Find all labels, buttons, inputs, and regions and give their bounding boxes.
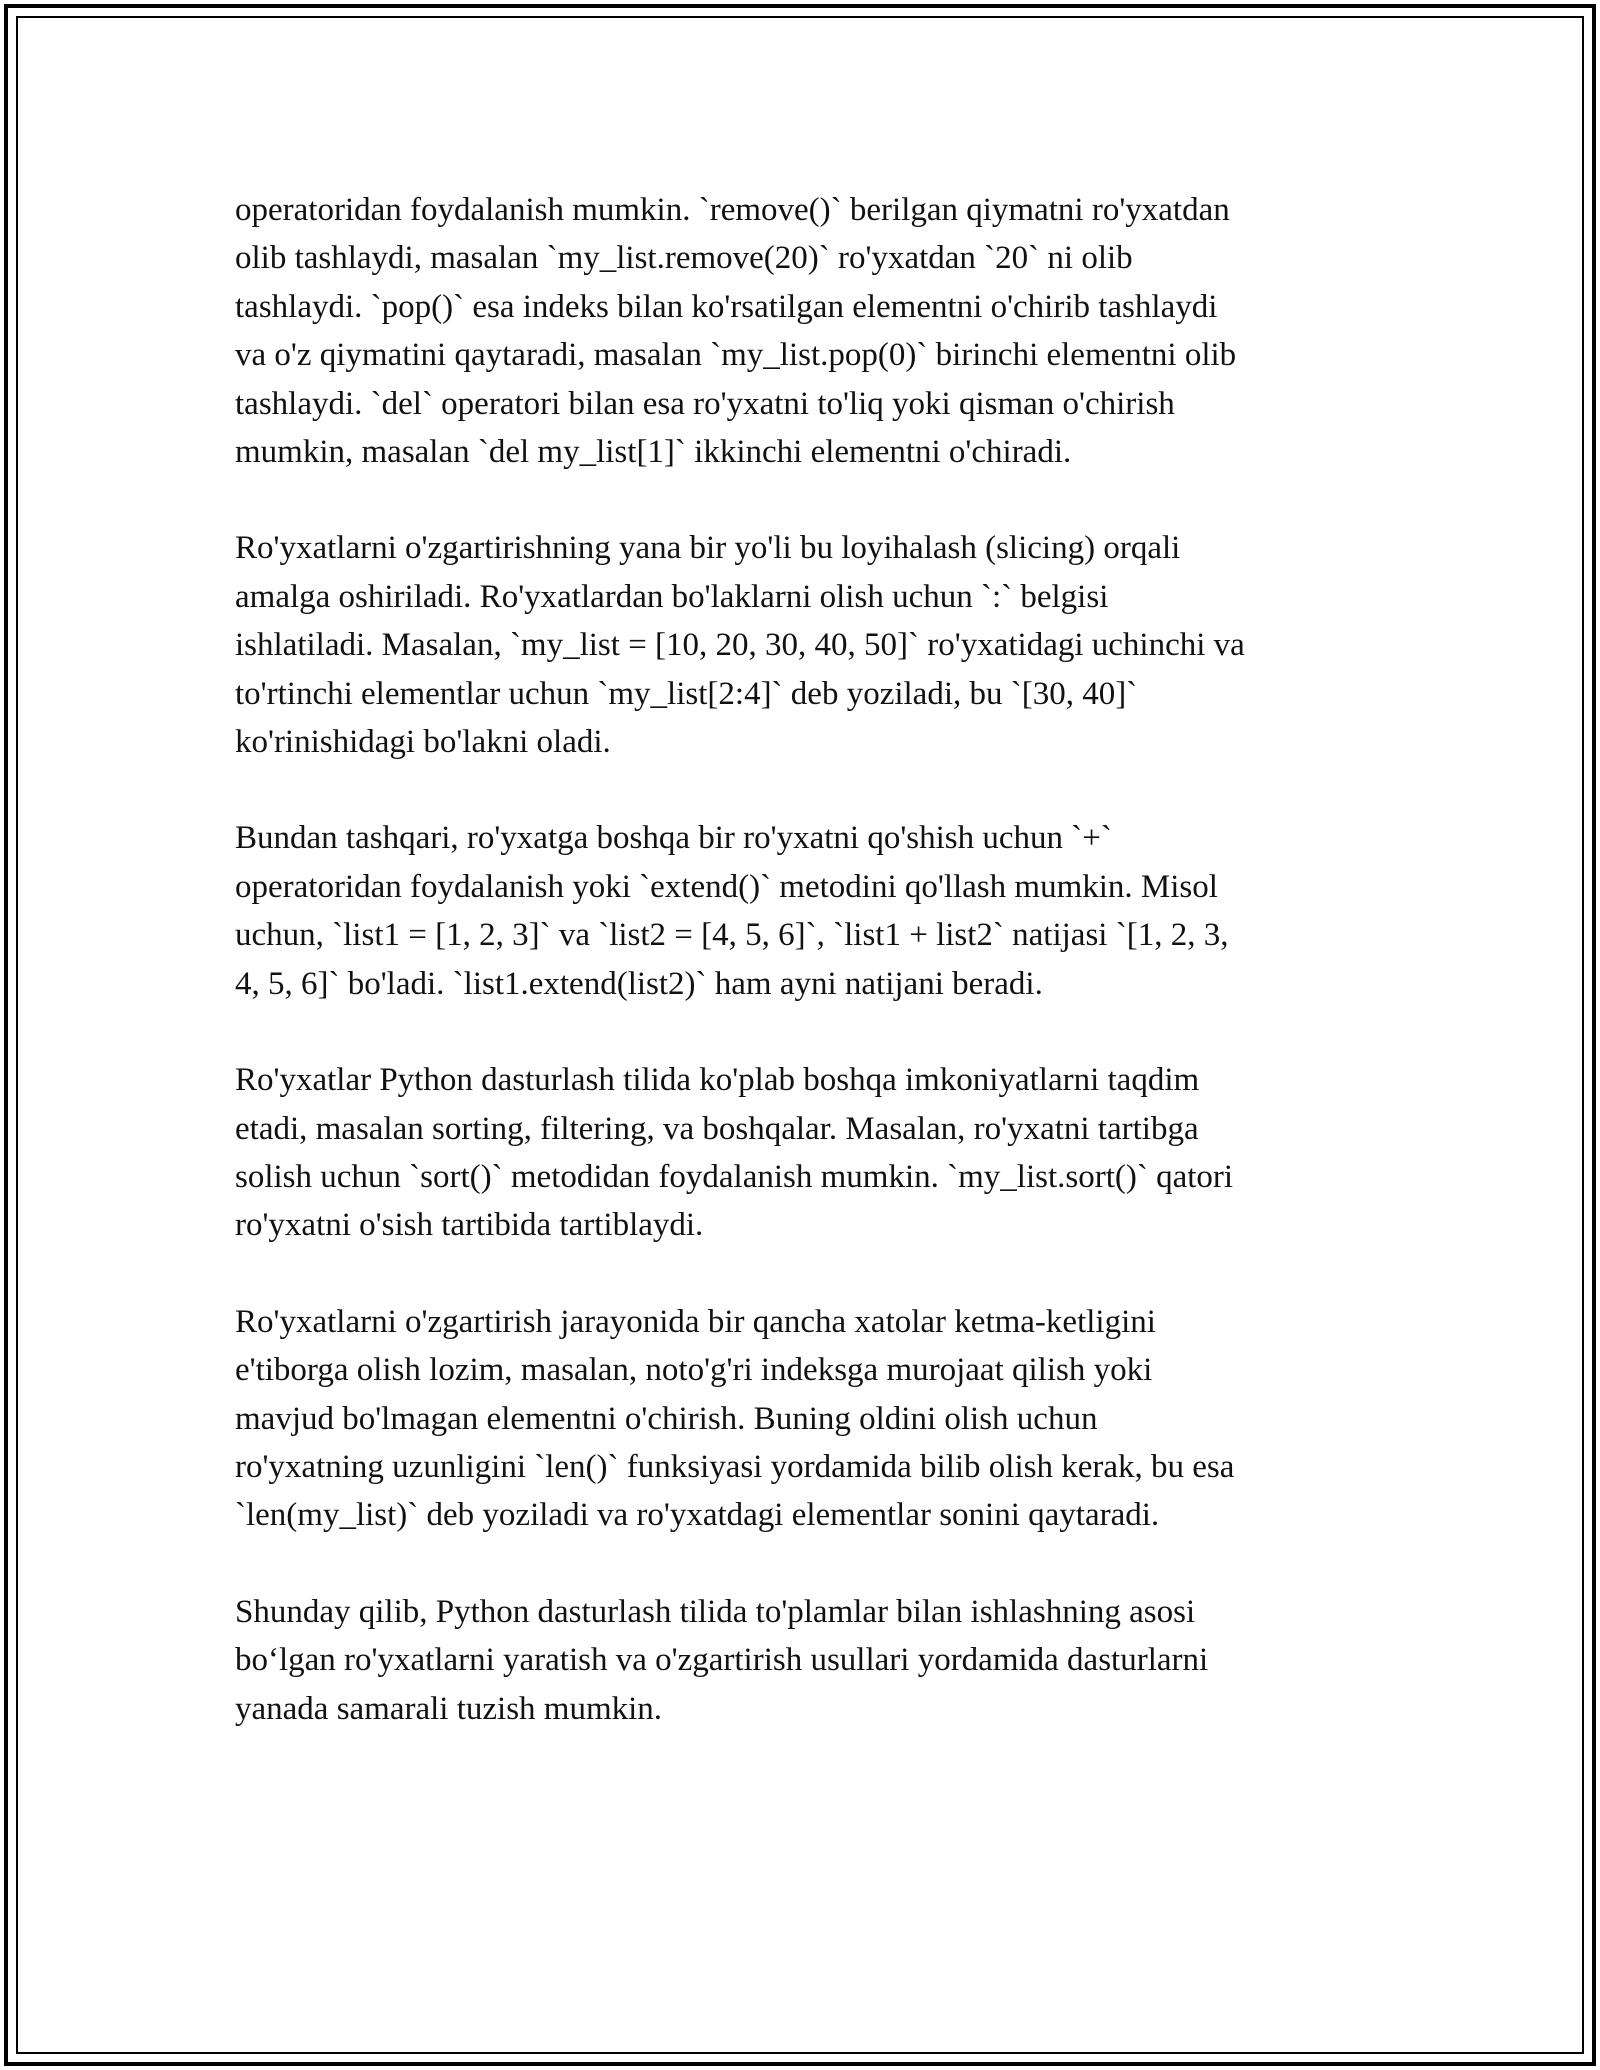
document-body	[235, 186, 1365, 1781]
paragraph-slicing: Ro'yxatlarni o'zgartirishning yana bir yo'li bu loyihalash (slicing) orqali amalga oshiriladi. Ro'yxatlardan bo'laklarni olish uchun `:` belgisi ishlatiladi. Masalan, `my_list = [10, 20, 30, 40, 50]` ro'yxatidagi uchinchi va to'rtinchi elementlar uchun `my_list[2:4]` deb yoziladi, bu `[30, 40]` ko'rinishidagi bo'lakni oladi.	[235, 530, 1245, 761]
paragraph-list-removal-methods: operatoridan foydalanish mumkin. `remove()` berilgan qiymatni ro'yxatdan olib tashlaydi, masalan `my_list.remove(20)` ro'yxatdan `20` ni olib tashlaydi. `pop()` esa indeks bilan ko'rsatilgan elementni o'chirib tashlaydi va o'z qiymatini qaytaradi, masalan `my_list.pop(0)` birinchi elementni olib tashlaydi. `del` operatori bilan esa ro'yxatni to'liq yoki qisman o'chirish mumkin, masalan `del my_list[1]` ikkinchi elementni o'chiradi.	[235, 192, 1237, 471]
paragraph-list-concatenation: Bundan tashqari, ro'yxatga boshqa bir ro'yxatni qo'shish uchun `+` operatoridan foydalanish yoki `extend()` metodini qo'llash mumkin. Misol uchun, `list1 = [1, 2, 3]` va `list2 = [4, 5, 6]`, `list1 + list2` natijasi `[1, 2, 3, 4, 5, 6]` bo'ladi. `list1.extend(list2)` ham ayni natijani beradi.	[235, 820, 1229, 1002]
paragraph-list-sorting: Ro'yxatlar Python dasturlash tilida ko'plab boshqa imkoniyatlarni taqdim etadi, masalan sorting, filtering, va boshqalar. Masalan, ro'yxatni tartibga solish uchun `sort()` metodidan foydalanish mumkin. `my_list.sort()` qatori ro'yxatni o'sish tartibida tartiblaydi.	[235, 1062, 1234, 1244]
paragraph-conclusion: Shunday qilib, Python dasturlash tilida to'plamlar bilan ishlashning asosi bo‘lgan ro'yxatlarni yaratish va o'zgartirish usullari yordamida dasturlarni yanada samarali tuzish mumkin.	[235, 1593, 1209, 1727]
paragraph-error-handling: Ro'yxatlarni o'zgartirish jarayonida bir qancha xatolar ketma-ketligini e'tiborga olish lozim, masalan, noto'g'ri indeksga murojaat qilish yoki mavjud bo'lmagan elementni o'chirish. Buning oldini olish uchun ro'yxatning uzunligini `len()` funksiyasi yordamida bilib olish kerak, bu esa `len(my_list)` deb yoziladi va ro'yxatdagi elementlar sonini qaytaradi.	[235, 1303, 1235, 1534]
